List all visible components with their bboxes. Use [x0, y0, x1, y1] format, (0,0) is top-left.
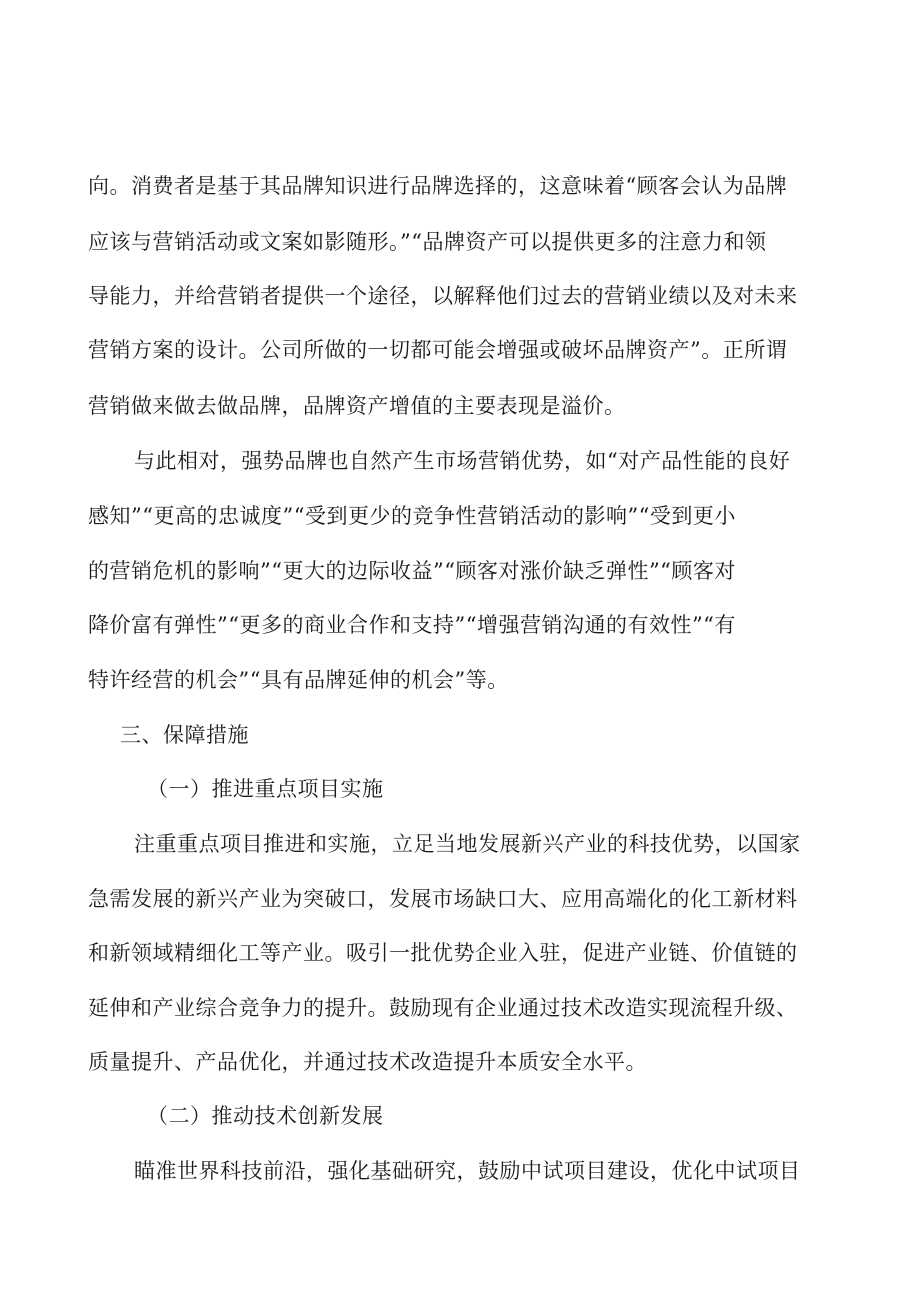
text-line: 降价富有弹性”“更多的商业合作和支持”“增强营销沟通的有效性”“有: [88, 613, 736, 637]
text-line: 特许经营的机会”“具有品牌延伸的机会”等。: [88, 668, 509, 692]
text-line: 和新领域精细化工等产业。吸引一批优势企业入驻，促进产业链、价值链的: [88, 941, 798, 965]
text-line: 瞄准世界科技前沿，强化基础研究，鼓励中试项目建设，优化中试项目: [134, 1159, 801, 1183]
text-line: 营销做来做去做品牌，品牌资产增值的主要表现是溢价。: [88, 394, 626, 418]
subsection-heading: （一）推进重点项目实施: [147, 777, 384, 801]
text-line: 注重重点项目推进和实施，立足当地发展新兴产业的科技优势，以国家: [134, 832, 801, 856]
text-line: 延伸和产业综合竞争力的提升。鼓励现有企业通过技术改造实现流程升级、: [88, 996, 798, 1020]
text-line: 急需发展的新兴产业为突破口，发展市场缺口大、应用高端化的化工新材料: [88, 887, 798, 911]
text-line: 导能力，并给营销者提供一个途径，以解释他们过去的营销业绩以及对未来: [88, 284, 798, 308]
text-line: 向。消费者是基于其品牌知识进行品牌选择的，这意味着“顾客会认为品牌: [88, 174, 788, 198]
text-line: 营销方案的设计。公司所做的一切都可能会增强或破坏品牌资产”。正所谓: [88, 338, 788, 362]
text-line: 质量提升、产品优化，并通过技术改造提升本质安全水平。: [88, 1050, 647, 1074]
text-line: 的营销危机的影响”“更大的边际收益”“顾客对涨价缺乏弹性”“顾客对: [88, 559, 736, 583]
text-line: 应该与营销活动或文案如影随形。”“品牌资产可以提供更多的注意力和领: [88, 230, 767, 254]
text-line: 感知”“更高的忠诚度”“受到更少的竞争性营销活动的影响”“受到更小: [88, 504, 736, 528]
section-heading: 三、保障措施: [120, 723, 249, 747]
subsection-heading: （二）推动技术创新发展: [147, 1104, 384, 1128]
text-line: 与此相对，强势品牌也自然产生市场营销优势，如“对产品性能的良好: [134, 449, 791, 473]
